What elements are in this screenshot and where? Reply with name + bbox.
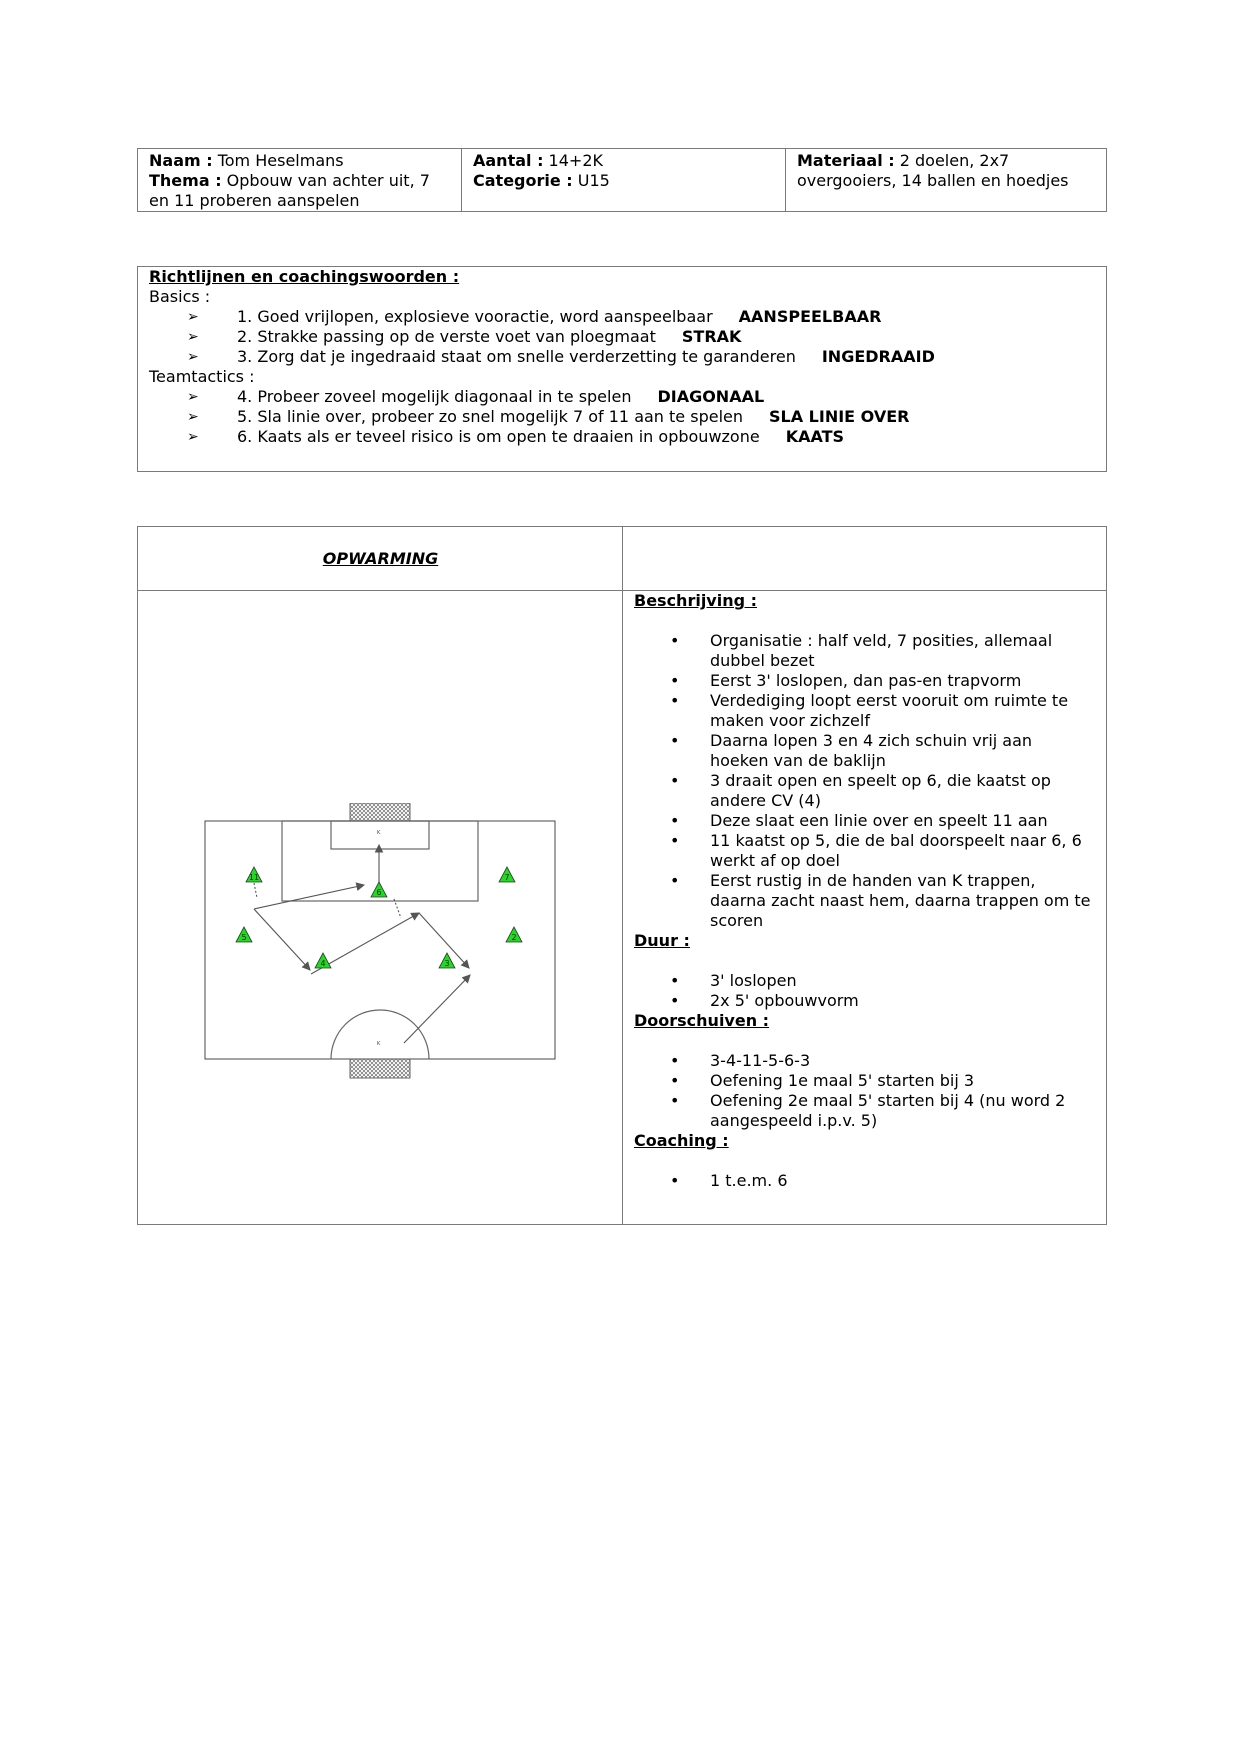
list-item-text: Oefening 2e maal 5' starten bij 4 (nu word 2 aangespeeld i.p.v. 5) — [710, 1091, 1066, 1130]
player-label: 11 — [248, 873, 260, 882]
list-item — [634, 1091, 1095, 1131]
keeper-label-top: K — [377, 830, 381, 836]
materiaal-value: 2 doelen, 2x7 overgooiers, 14 ballen en hoedjes — [797, 151, 1069, 190]
guideline-item — [149, 387, 1095, 407]
player-label: 6 — [376, 888, 382, 897]
bullet-icon: • — [670, 691, 680, 710]
arrow-bullet-icon: ➢ — [187, 409, 199, 425]
pass-arrow — [254, 909, 310, 970]
categorie-label: Categorie : — [473, 171, 573, 190]
list-item-text: Verdediging loopt eerst vooruit om ruimte te maken voor zichzelf — [710, 691, 1069, 730]
description-cell — [623, 591, 1106, 1224]
exercise-header-right — [623, 527, 1106, 591]
bullet-icon: • — [670, 971, 680, 990]
beschrijving-title: Beschrijving : — [634, 591, 758, 610]
field-outline — [205, 821, 555, 1059]
bullet-icon: • — [670, 731, 680, 750]
guideline-text: 2. Strakke passing op de verste voet van ploegmaat — [237, 327, 656, 346]
arrow-bullet-icon: ➢ — [187, 349, 199, 365]
arrow-bullet-icon: ➢ — [187, 329, 199, 345]
list-item — [634, 971, 1095, 991]
guideline-keyword: SLA LINIE OVER — [769, 407, 910, 426]
guideline-text: 5. Sla linie over, probeer zo snel mogelijk 7 of 11 aan te spelen — [237, 407, 743, 426]
guideline-item — [149, 427, 1095, 447]
goal-bottom-icon — [350, 1059, 410, 1078]
thema-label: Thema : — [149, 171, 222, 190]
pass-arrow — [254, 885, 364, 909]
center-circle-arc — [331, 1010, 429, 1059]
list-item — [634, 671, 1095, 691]
bullet-icon: • — [670, 631, 680, 650]
bullet-icon: • — [670, 831, 680, 850]
list-item — [634, 731, 1095, 771]
duur-list — [634, 971, 1095, 1011]
list-item — [634, 771, 1095, 811]
list-item-text: 3-4-11-5-6-3 — [710, 1051, 811, 1070]
list-item-text: Eerst rustig in de handen van K trappen, daarna zacht naast hem, daarna trappen om te scoren — [710, 871, 1091, 930]
bullet-icon: • — [670, 1051, 680, 1070]
bullet-icon: • — [670, 871, 680, 890]
guideline-keyword: KAATS — [785, 427, 845, 446]
beschrijving-list — [634, 631, 1095, 931]
list-item — [634, 631, 1095, 671]
player-label: 3 — [444, 959, 450, 968]
doorschuiven-title: Doorschuiven : — [634, 1011, 770, 1030]
diagram-cell — [138, 591, 623, 1224]
guideline-text: 4. Probeer zoveel mogelijk diagonaal in te spelen — [237, 387, 632, 406]
list-item — [634, 871, 1095, 931]
bullet-icon: • — [670, 1071, 680, 1090]
guideline-item — [149, 327, 1095, 347]
list-item — [634, 691, 1095, 731]
basics-label: Basics : — [149, 287, 211, 306]
header-cell-materiaal — [785, 149, 1106, 211]
exercise-title: OPWARMING — [322, 549, 439, 568]
player-label: 2 — [511, 933, 517, 942]
list-item-text: Eerst 3' loslopen, dan pas-en trapvorm — [710, 671, 1022, 690]
exercise-table — [137, 526, 1107, 1225]
guideline-keyword: STRAK — [681, 327, 742, 346]
guideline-item — [149, 407, 1095, 427]
player-label: 5 — [241, 933, 247, 942]
teamtactics-label: Teamtactics : — [149, 367, 255, 386]
guideline-text: 3. Zorg dat je ingedraaid staat om snelle verderzetting te garanderen — [237, 347, 796, 366]
player-label: 7 — [504, 873, 510, 882]
bullet-icon: • — [670, 991, 680, 1010]
materiaal-label: Materiaal : — [797, 151, 895, 170]
arrow-bullet-icon: ➢ — [187, 389, 199, 405]
list-item — [634, 811, 1095, 831]
pass-arrow — [404, 975, 470, 1043]
guideline-item — [149, 307, 1095, 327]
coaching-list — [634, 1171, 1095, 1191]
naam-label: Naam : — [149, 151, 213, 170]
player-label: 4 — [320, 959, 326, 968]
guideline-text: 6. Kaats als er teveel risico is om open te draaien in opbouwzone — [237, 427, 760, 446]
thema-value: Opbouw van achter uit, 7 en 11 proberen aanspelen — [149, 171, 430, 210]
bullet-icon: • — [670, 1091, 680, 1110]
list-item — [634, 1071, 1095, 1091]
list-item-text: 1 t.e.m. 6 — [710, 1171, 788, 1190]
bullet-icon: • — [670, 1171, 680, 1190]
guideline-item — [149, 347, 1095, 367]
guideline-text: 1. Goed vrijlopen, explosieve vooractie, word aanspeelbaar — [237, 307, 713, 326]
duur-title: Duur : — [634, 931, 690, 950]
list-item-text: 3' loslopen — [710, 971, 797, 990]
header-table — [137, 148, 1107, 212]
guideline-keyword: INGEDRAAID — [821, 347, 935, 366]
list-item — [634, 991, 1095, 1011]
naam-value: Tom Heselmans — [212, 151, 344, 170]
arrow-bullet-icon: ➢ — [187, 429, 199, 445]
pass-arrow — [394, 899, 401, 918]
aantal-value: 14+2K — [543, 151, 603, 170]
list-item — [634, 1051, 1095, 1071]
list-item-text: 11 kaatst op 5, die de bal doorspeelt naar 6, 6 werkt af op doel — [710, 831, 1082, 870]
guidelines-title: Richtlijnen en coachingswoorden : — [149, 267, 460, 286]
arrow-bullet-icon: ➢ — [187, 309, 199, 325]
header-cell-aantal — [461, 149, 785, 211]
guideline-keyword: AANSPEELBAAR — [738, 307, 882, 326]
pass-arrow — [254, 883, 257, 898]
guideline-keyword: DIAGONAAL — [657, 387, 765, 406]
list-item-text: Deze slaat een linie over en speelt 11 aan — [710, 811, 1048, 830]
bullet-icon: • — [670, 771, 680, 790]
field-diagram — [204, 803, 556, 1085]
list-item-text: 3 draait open en speelt op 6, die kaatst op andere CV (4) — [710, 771, 1051, 810]
list-item-text: Oefening 1e maal 5' starten bij 3 — [710, 1071, 975, 1090]
doorschuiven-list — [634, 1051, 1095, 1131]
aantal-label: Aantal : — [473, 151, 544, 170]
bullet-icon: • — [670, 811, 680, 830]
guidelines-box — [137, 266, 1107, 472]
list-item-text: Daarna lopen 3 en 4 zich schuin vrij aan hoeken van de baklijn — [710, 731, 1033, 770]
coaching-title: Coaching : — [634, 1131, 729, 1150]
goal-top-icon — [350, 803, 410, 821]
keeper-label-bottom: K — [377, 1041, 381, 1047]
list-item — [634, 1171, 1095, 1191]
bullet-icon: • — [670, 671, 680, 690]
categorie-value: U15 — [572, 171, 610, 190]
list-item — [634, 831, 1095, 871]
list-item-text: 2x 5' opbouwvorm — [710, 991, 859, 1010]
header-cell-naam — [138, 149, 461, 211]
list-item-text: Organisatie : half veld, 7 posities, allemaal dubbel bezet — [710, 631, 1053, 670]
